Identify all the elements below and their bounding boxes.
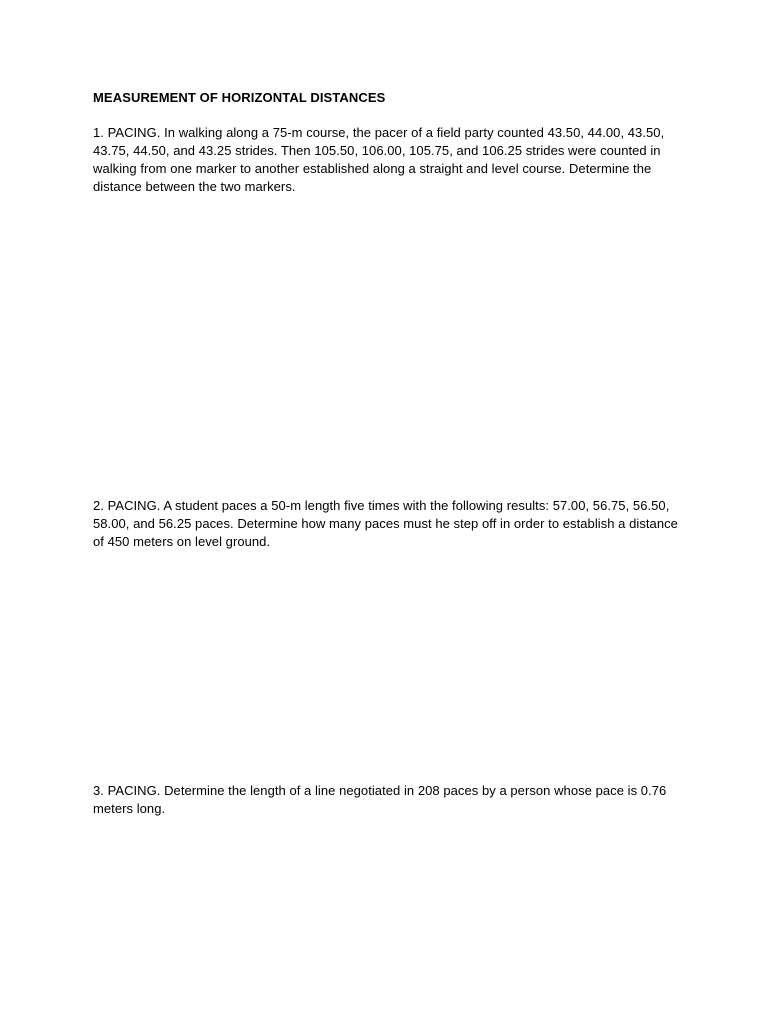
problem-1-text: 1. PACING. In walking along a 75-m course, the pacer of a field party counted 43.50, 44.00, 43.50, 43.75, 44.50, and 43.25 strides. Then 105.50, 106.00, 105.75, and 106.25 strides were counted in walking from one marker to another established along a straight and level course. Determine the distance between the two markers. — [93, 125, 665, 194]
problem-2-text: 2. PACING. A student paces a 50-m length five times with the following results: 57.00, 56.75, 56.50, 58.00, and 56.25 paces. Determine how many paces must he step off in order to establish a distance of 450 meters on level ground. — [93, 498, 678, 549]
document-title: MEASUREMENT OF HORIZONTAL DISTANCES — [93, 90, 386, 105]
problem-3-text: 3. PACING. Determine the length of a line negotiated in 208 paces by a person whose pace is 0.76 meters long. — [93, 783, 667, 816]
